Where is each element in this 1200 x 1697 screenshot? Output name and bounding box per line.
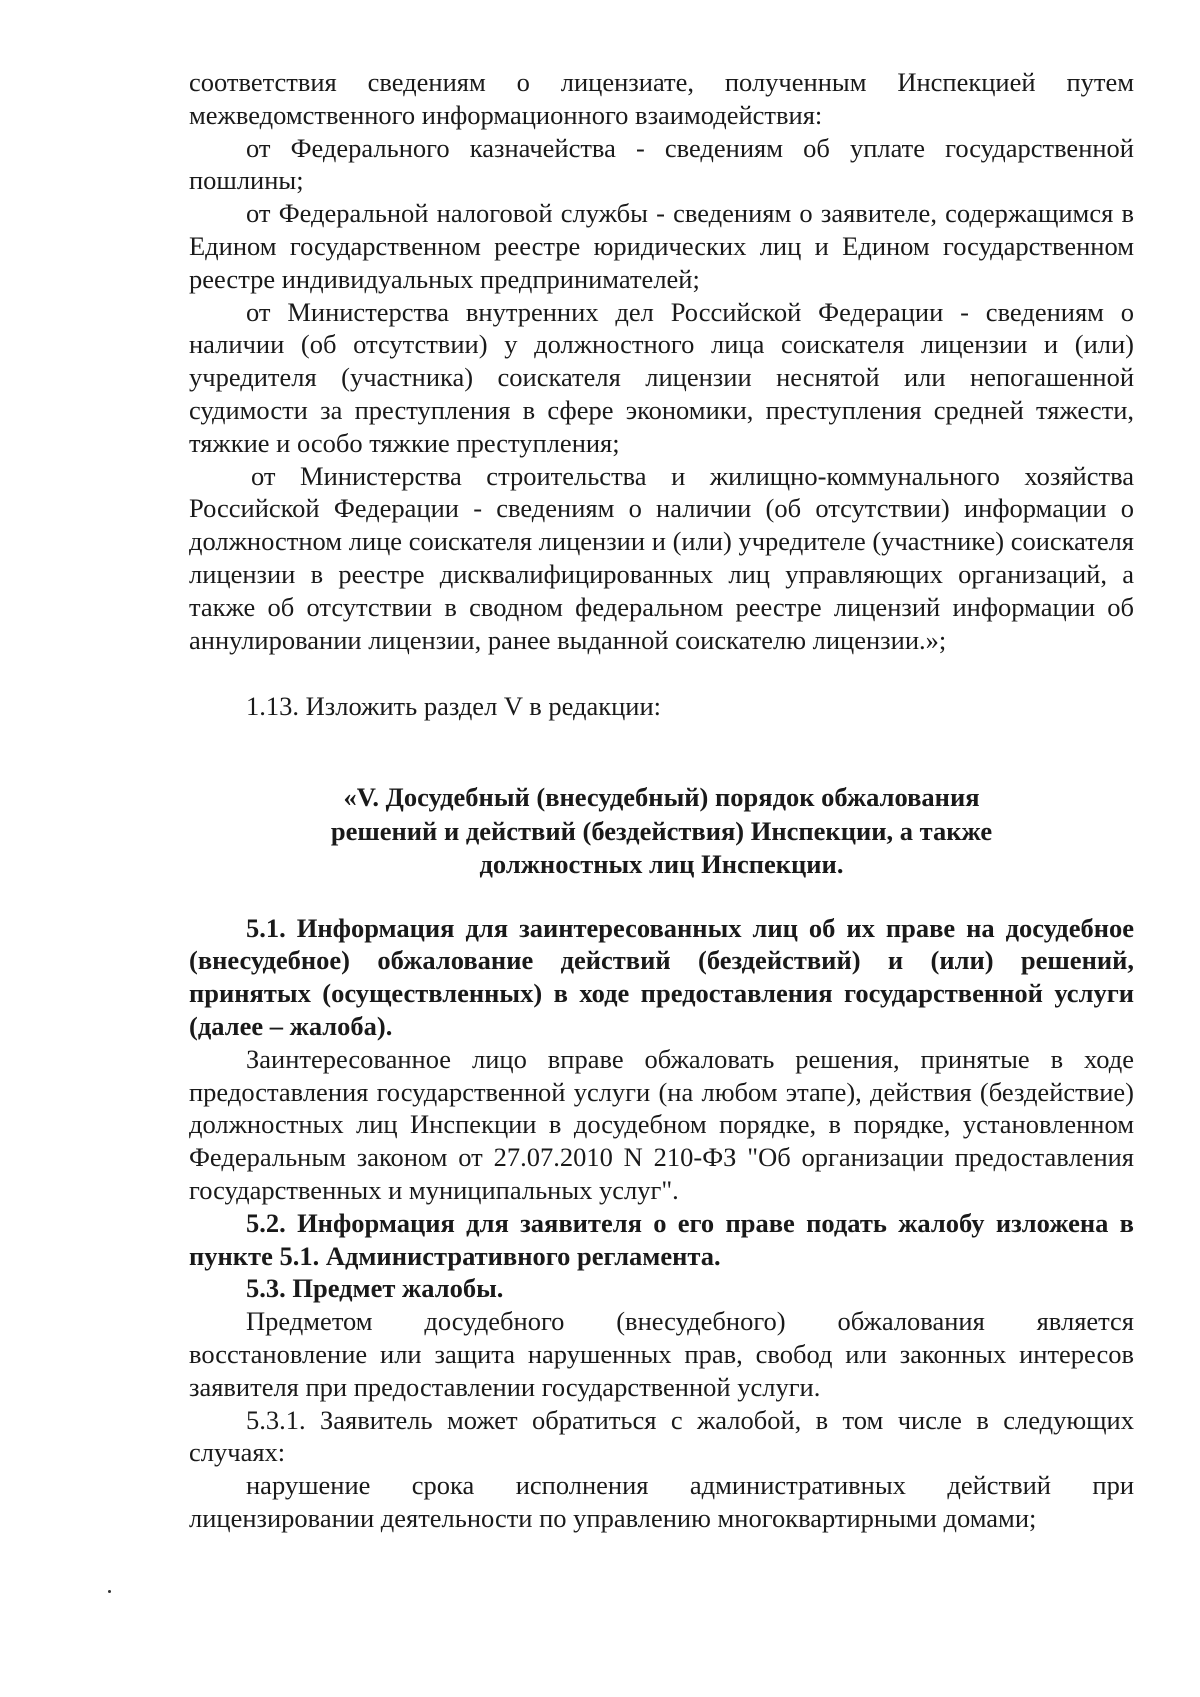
section-heading-line-3: должностных лиц Инспекции. <box>479 849 844 880</box>
paragraph-violation: нарушение срока исполнения административных действий при лицензировании деятельности по управлению многоквартирными домами; <box>189 1470 1134 1533</box>
paragraph-tax-service: от Федеральной налоговой службы - сведениям о заявителе, содержащимся в Едином государственном реестре юридических лиц и Едином государственном реестре индивидуальных предпринимателей; <box>189 198 1134 294</box>
scan-speck <box>108 1590 111 1593</box>
paragraph-5-1-body: Заинтересованное лицо вправе обжаловать решения, принятые в ходе предоставления государственной услуги (на любом этапе), действия (бездействие) должностных лиц Инспекции в досудебном порядке, в порядке, установленном Федеральным законом от 27.07.2010 N 210-ФЗ "Об организации предоставления государственных и муниципальных услуг". <box>189 1043 1134 1206</box>
paragraph-5-3-body: Предметом досудебного (внесудебного) обжалования является восстановление или защита нарушенных прав, свобод или законных интересов заявителя при предоставлении государственной услуги. <box>189 1306 1134 1402</box>
paragraph-5-2: 5.2. Информация для заявителя о его праве подать жалобу изложена в пункте 5.1. Административного регламента. <box>189 1207 1134 1271</box>
section-heading <box>189 781 1134 882</box>
paragraph-section-edit: 1.13. Изложить раздел V в редакции: <box>246 691 662 722</box>
paragraph-5-3: 5.3. Предмет жалобы. <box>246 1273 504 1304</box>
paragraph-construction-ministry: от Министерства строительства и жилищно-коммунального хозяйства Российской Федерации - сведениям о наличии (об отсутствии) информации о должностном лице соискателя лицензии и (или) учредителе (участнике) соискателя лицензии в реестре дисквалифицированных лиц управляющих организаций, а также об отсутствии в сводном федеральном реестре лицензий информации об аннулировании лицензии, ранее выданной соискателю лицензии.»; <box>189 460 1134 655</box>
section-heading-line-1: «V. Досудебный (внесудебный) порядок обжалования <box>343 782 980 813</box>
paragraph-5-1: 5.1. Информация для заинтересованных лиц об их праве на досудебное (внесудебное) обжалование действий (бездействий) и (или) решений, принятых (осуществленных) в ходе предоставления государственной услуги (далее – жалоба). <box>189 912 1134 1042</box>
paragraph-treasury: от Федерального казначейства - сведениям об уплате государственной пошлины; <box>189 132 1134 196</box>
section-heading-line-2: решений и действий (бездействия) Инспекции, а также <box>330 815 993 846</box>
paragraph-5-3-1: 5.3.1. Заявитель может обратиться с жалобой, в том числе в следующих случаях: <box>189 1404 1134 1468</box>
document-page <box>189 66 1134 1535</box>
paragraph-intro: соответствия сведениям о лицензиате, полученным Инспекцией путем межведомственного информационного взаимодействия: <box>189 67 1134 130</box>
paragraph-interior-ministry: от Министерства внутренних дел Российской Федерации - сведениям о наличии (об отсутствии) у должностного лица соискателя лицензии и (или) учредителя (участника) соискателя лицензии неснятой или непогашенной судимости за преступления в сфере экономики, преступления средней тяжести, тяжкие и особо тяжкие преступления; <box>189 296 1134 458</box>
